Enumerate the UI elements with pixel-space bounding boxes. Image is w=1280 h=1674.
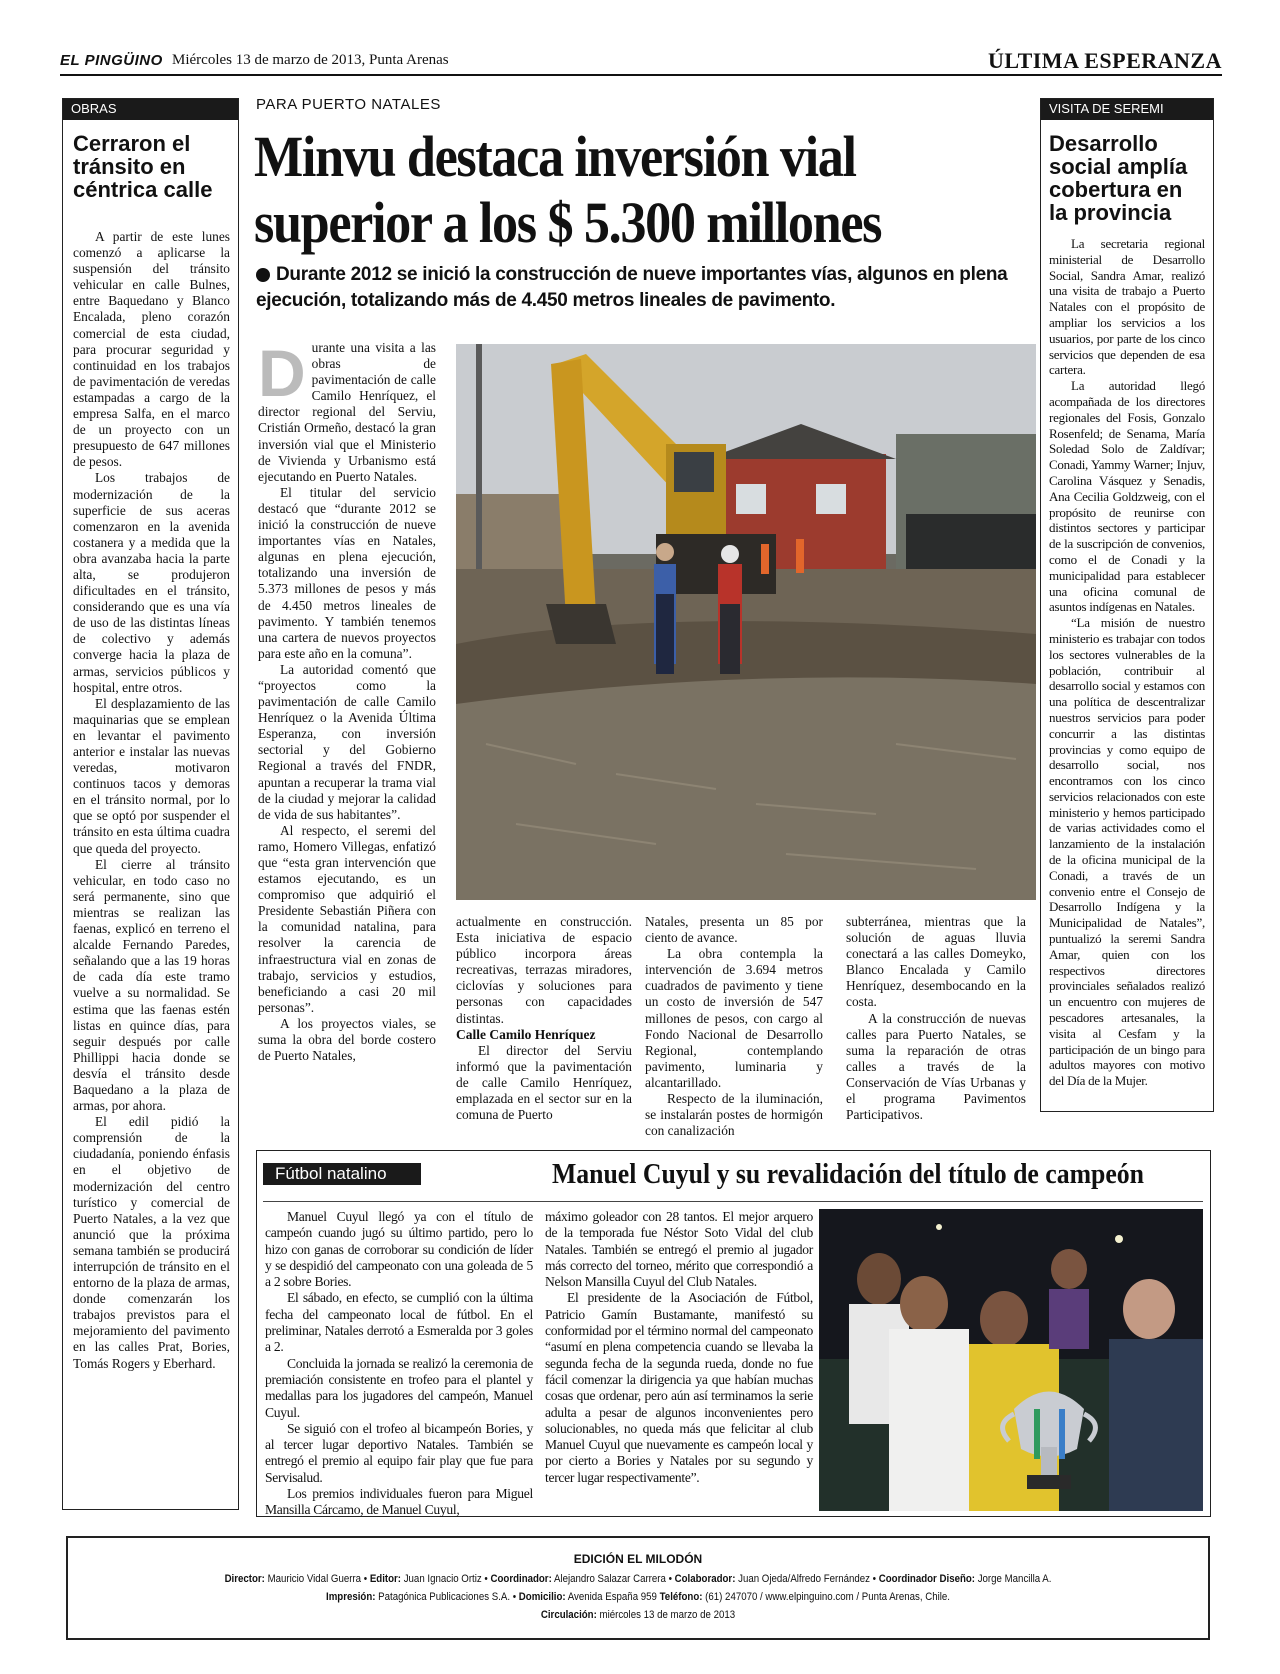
paragraph: El edil pidió la comprensión de la ciudadanía, poniendo énfasis en el objetivo de modernización del centro turístico y comercial de Puerto Natales, a la vez que anunció que la próxima semana también se producirá interrupción de tránsito en el entorno de la plaza de armas, donde comenzarán los trabajos previstos para el mejoramiento del pavimento en las calles Prat, Bories, Tomás Rogers y Eberhard. xyxy=(73,1114,230,1371)
drop-cap: D xyxy=(258,336,306,410)
credits-title: EDICIÓN EL MILODÓN xyxy=(573,1552,703,1566)
phone-value: (61) 247070 / www.elpinguino.com / Punta Arenas, Chile. xyxy=(705,1591,950,1603)
right-sidebar-article xyxy=(1040,98,1214,1112)
circulation-label: Circulación: xyxy=(540,1609,597,1621)
deck-text: Durante 2012 se inició la construcción de nueve importantes vías, algunos en plena ejecución, totalizando más de 4.450 metros lineales de pavimento. xyxy=(256,264,1008,311)
coordinator-name: Alejandro Salazar Carrera xyxy=(553,1573,666,1585)
paragraph: A partir de este lunes comenzó a aplicarse la suspensión del tránsito vehicular en calle Bulnes, entre Baquedano y Blanco Encalada, pleno corazón comercial de esta ciudad, para procurar seguridad y continuidad en los trabajos de pavimentación de veredas estampadas a cargo de la empresa Salfa, en el marco de un proyecto con un presupuesto de 647 millones de pesos. xyxy=(73,229,230,470)
left-sidebar-article xyxy=(62,98,239,1510)
paragraph: “La misión de nuestro ministerio es trabajar con todos los sectores vulnerables de la población, contribuir al desarrollo social y estamos con una política de descentralizar nuestros servicios para poder concurrir a las distintas provincias y como equipo de desarrollo social, nos encontramos con los cinco servicios relacionados con este ministerio y hemos participado de varias actividades como el lanzamiento de la instalación de la oficina municipal de la Conadi, a través de un convenio entre el Consejo de Desarrollo Indígena y la Municipalidad de Natales”, puntualizó la seremi Sandra Amar, quien con los respectivos directores provinciales señalados realizó un encuentro con mujeres de pescadores artesanales, la visita al Cesfam y la participación de un bingo para adultos mayores con motivo del Día de la Mujer. xyxy=(1049,615,1205,1089)
right-section-tag: VISITA DE SEREMI xyxy=(1041,99,1213,120)
paragraph: actualmente en construcción. Esta iniciativa de espacio público incorpora áreas recreativas, terrazas miradores, ciclovías y soluciones para personas con capacidades distintas. xyxy=(456,914,632,1026)
main-kicker: PARA PUERTO NATALES xyxy=(256,96,441,113)
paragraph: Los trabajos de modernización de la superficie de sus aceras comenzaron en la avenida costanera y a medida que la obra avanzaba hacia la parte alta, se produjeron dificultades en el tránsito, considerando que es una vía de uso de las distintas líneas de colectivo y además converge hacia la plaza de armas, servicios públicos y hospital, entre otros. xyxy=(73,470,230,695)
paragraph: Se siguió con el trofeo al bicampeón Bories, y al tercer lugar deportivo Natales. También se entregó el premio al equipo fair play que fue para Servisalud. xyxy=(265,1420,533,1485)
main-column-4 xyxy=(846,914,1026,1123)
paragraph: Respecto de la iluminación, se instalarán postes de hormigón con canalización xyxy=(645,1091,823,1139)
right-article-body xyxy=(1041,236,1213,1089)
newspaper-logo: EL PINGÜINO xyxy=(60,52,163,69)
paragraph: La autoridad comentó que “proyectos como la pavimentación de calle Camilo Henríquez o la Avenida Última Esperanza, con inversión sectorial y del Gobierno Regional a través del FNDR, apuntan a recuperar la trama vial de la ciudad y mejorar la calidad de vida de sus habitantes”. xyxy=(258,661,436,822)
paragraph: Manuel Cuyul llegó ya con el título de campeón cuando jugó su último partido, pero lo hizo con ganas de corroborar su condición de líder y se despidió del campeonato con una goleada de 5 a 2 sobre Bories. xyxy=(265,1209,533,1290)
paragraph: Al respecto, el seremi del ramo, Homero Villegas, enfatizó que “esta gran intervención que estamos ejecutando, es un compromiso que adquirió el Presidente Sebastián Piñera con la comunidad natalina, para resolver la carencia de infraestructura vial en zonas de trabajo, servicios y estudios, beneficiando a casi 20 mil personas”. xyxy=(258,822,436,1015)
credits-line-staff: Director: Mauricio Vidal Guerra • Editor: Juan Ignacio Ortiz • Coordinador: Alejandro Salazar Carrera • Colaborador: Juan Ojeda/Alfredo Fernández • Coordinador Diseño: Jorge Mancilla A. xyxy=(224,1573,1052,1585)
design-name: Jorge Mancilla A. xyxy=(977,1573,1052,1585)
circulation-value: miércoles 13 de marzo de 2013 xyxy=(599,1609,736,1621)
main-deck xyxy=(256,262,1036,314)
address-label: Domicilio: xyxy=(518,1591,566,1603)
director-name: Mauricio Vidal Guerra xyxy=(267,1573,362,1585)
paragraph: máximo goleador con 28 tantos. El mejor arquero de la temporada fue Néstor Soto Vidal del club Natales. También se entregó el premio al jugador más correcto del torneo, mérito que correspondió a Nelson Mansilla Cuyul del Club Natales. xyxy=(545,1209,813,1290)
paragraph: La secretaria regional ministerial de Desarrollo Social, Sandra Amar, realizó una visita de trabajo a Puerto Natales con el propósito de ampliar los servicios a los usuarios, por parte de los cinco servicios que dependen de esa cartera. xyxy=(1049,236,1205,378)
construction-photo xyxy=(456,344,1036,900)
construction-photo-illustration xyxy=(456,344,1036,900)
paragraph: El titular del servicio destacó que “durante 2012 se inició la construcción de nueve importantes vías en Natales, algunas en plena ejecución, totalizando una inversión de 5.373 millones de pesos y más de 4.450 metros lineales de pavimento. Y también tenemos una cartera de nuevos proyectos para este año en la comuna”. xyxy=(258,484,436,661)
credits-line-print: Impresión: Patagónica Publicaciones S.A. • Domicilio: Avenida España 959 Teléfono: (61) 247070 / www.elpinguino.com / Punta Arenas, Chile. xyxy=(325,1591,950,1603)
paragraph: urante una visita a las obras de pavimentación de calle Camilo Henríquez, el director regional del Serviu, Cristián Ormeño, destacó la gran inversión vial que el Ministerio de Vivienda y Urbanismo está ejecutando en Puerto Natales. xyxy=(258,340,436,484)
paragraph: Concluida la jornada se realizó la ceremonia de premiación consistente en trofeo para el plantel y medallas para los jugadores del campeón, Manuel Cuyul. xyxy=(265,1355,533,1420)
print-name: Patagónica Publicaciones S.A. xyxy=(378,1591,511,1603)
sports-headline: Manuel Cuyul y su revalidación del título de campeón xyxy=(551,1159,1145,1190)
address-value: Avenida España 959 xyxy=(567,1591,657,1603)
editor-label: Editor: xyxy=(369,1573,402,1585)
print-label: Impresión: xyxy=(325,1591,376,1603)
divider xyxy=(263,1201,1203,1202)
right-headline: Desarrollo social amplía cobertura en la provincia xyxy=(1049,131,1188,225)
paragraph: El cierre al tránsito vehicular, en todo caso no será permanente, sino que mientras se realizan las faenas, explicó en terreno el alcalde Fernando Paredes, señalando que a las 19 horas de cada día este tramo vuelve a su normalidad. Se estima que las faenas estén listas en quince días, para seguir después por calle Phillippi hacia donde se desvía el tránsito desde Baquedano a la plaza de armas, por ahora. xyxy=(73,856,230,1114)
collaborator-name: Juan Ojeda/Alfredo Fernández xyxy=(738,1573,870,1585)
main-column-2 xyxy=(456,914,632,1123)
director-label: Director: xyxy=(224,1573,265,1585)
paragraph: El desplazamiento de las maquinarias que se emplean en levantar el pavimento anterior e instalar las nuevas veredas, motivaron continuos tacos y demoras en el tránsito normal, por lo que se optó por suspender el tránsito en esta última cuadra que queda del proyecto. xyxy=(73,695,230,856)
paragraph: A los proyectos viales, se suma la obra del borde costero de Puerto Natales, xyxy=(258,1015,436,1064)
main-headline: Minvu destaca inversión vial superior a los $ 5.300 millones xyxy=(254,124,882,255)
sports-tag: Fútbol natalino xyxy=(263,1163,421,1185)
trophy-photo xyxy=(819,1209,1203,1511)
main-column-1 xyxy=(258,336,436,1064)
phone-label: Teléfono: xyxy=(659,1591,703,1603)
dateline: Miércoles 13 de marzo de 2013, Punta Arenas xyxy=(172,52,449,68)
sports-column-1 xyxy=(265,1209,533,1519)
paragraph: La obra contempla la intervención de 3.694 metros cuadrados de pavimento y tiene un costo de inversión de 547 millones de pesos, con cargo al Fondo Nacional de Desarrollo Regional, contemplando pavimento, luminaria y alcantarillado. xyxy=(645,946,823,1090)
sports-column-2 xyxy=(545,1209,813,1486)
paragraph: La autoridad llegó acompañada de los directores regionales del Fosis, Gonzalo Rosenfeld; de Senama, María Soledad Solo de Zaldívar; Conadi, Yammy Warner; Injuv, Carolina Vásquez y Senadis, Ana Cecilia Goldzweig, con el propósito de reunirse con distintos sectores y participar de la suscripción de convenios, como el de Conadi y la municipalidad para establecer una oficina comunal de asuntos indígenas en Natales. xyxy=(1049,378,1205,615)
paragraph: El director del Serviu informó que la pavimentación de calle Camilo Henríquez, emplazada en el sector sur en la comuna de Puerto xyxy=(456,1042,632,1123)
paragraph: Natales, presenta un 85 por ciento de avance. xyxy=(645,914,823,946)
paragraph: subterránea, mientras que la solución de aguas lluvia conectará a las calles Domeyko, Blanco Encalada y Camilo Henríquez, desembocando en la costa. xyxy=(846,914,1026,1010)
design-label: Coordinador Diseño: xyxy=(878,1573,976,1585)
left-section-tag: OBRAS xyxy=(63,99,238,120)
sports-article xyxy=(256,1150,1211,1517)
credits-box xyxy=(66,1536,1210,1640)
paragraph: El presidente de la Asociación de Fútbol, Patricio Gamín Bustamante, manifestó su conformidad por el término normal del campeonato “asumí en plena competencia cuando se llevaba la segunda fecha de la segunda rueda, donde no fue fácil comenzar la dirigencia ya que habían muchas cosas que ordenar, pero aún así terminamos la serie adulta a pesar de algunos inconvenientes pero solucionables, no queda más que felicitar al club Manuel Cuyul que nuevamente es campeón local y por cierto a Bories y Natales por su segundo y tercer lugar respectivamente”. xyxy=(545,1290,813,1485)
paragraph: El sábado, en efecto, se cumplió con la última fecha del campeonato local de fútbol. En el preliminar, Natales derrotó a Esmeralda por 3 goles a 2. xyxy=(265,1290,533,1355)
paragraph: A la construcción de nuevas calles para Puerto Natales, se suma la reparación de otras calles a través de la Conservación de Vías Urbanas y el programa Pavimentos Participativos. xyxy=(846,1010,1026,1123)
main-column-3 xyxy=(645,914,823,1139)
masthead xyxy=(60,48,1222,76)
bullet-icon xyxy=(256,268,270,282)
paragraph: Los premios individuales fueron para Miguel Mansilla Cárcamo, de Manuel Cuyul, xyxy=(265,1486,533,1518)
editor-name: Juan Ignacio Ortiz xyxy=(403,1573,482,1585)
left-article-body xyxy=(63,229,238,1372)
coordinator-label: Coordinador: xyxy=(490,1573,552,1585)
left-headline: Cerraron el tránsito en céntrica calle xyxy=(73,131,213,202)
trophy-photo-illustration xyxy=(819,1209,1203,1511)
subheading: Calle Camilo Henríquez xyxy=(456,1026,596,1042)
credits-line-circulation xyxy=(136,1609,1139,1621)
section-title: ÚLTIMA ESPERANZA xyxy=(988,48,1222,73)
collaborator-label: Colaborador: xyxy=(674,1573,736,1585)
